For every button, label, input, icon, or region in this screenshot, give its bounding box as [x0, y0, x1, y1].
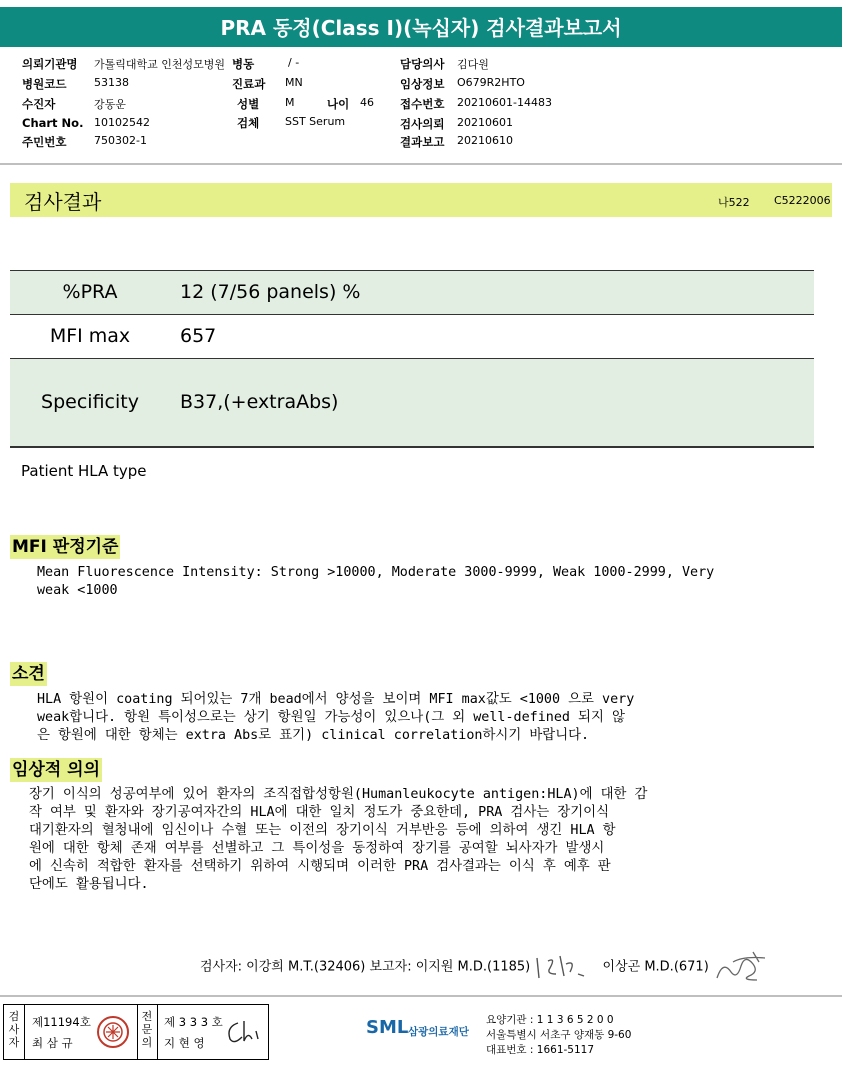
header-label: Chart No. [22, 116, 84, 130]
sex-value: M [285, 96, 295, 109]
reporter-signature-icon [534, 952, 598, 982]
header-label: 주민번호 [22, 135, 67, 149]
opinion-heading: 소견 [12, 664, 45, 684]
significance-heading: 임상적 의의 [12, 760, 101, 780]
table-rule [10, 446, 814, 448]
dept-label: 진료과 [232, 77, 266, 91]
row-value: B37,(+extraAbs) [180, 391, 339, 413]
header-value: 10102542 [94, 116, 150, 129]
header-value: O679R2HTO [457, 76, 525, 89]
age-label: 나이 [327, 97, 350, 111]
significance-line: 장기 이식의 성공여부에 있어 환자의 조직접합성항원(Humanleukocyte antigen:HLA)에 대한 감 [29, 787, 648, 802]
header-value: 가톨릭대학교 인천성모병원 [94, 58, 226, 71]
header-value: 750302-1 [94, 134, 147, 147]
significance-line: 대기환자의 혈청내에 임신이나 수혈 또는 이전의 장기이식 거부반응 등에 의하여 생긴 HLA 항 [29, 823, 616, 838]
opinion-line: HLA 항원이 coating 되어있는 7개 bead에서 양성을 보이며 MFI max값도 <1000 으로 very [37, 692, 635, 707]
dept-value: MN [285, 76, 303, 89]
significance-line: 작 여부 및 환자와 장기공여자간의 HLA에 대한 일치 정도가 중요한데, PRA 검사는 장기이식 [29, 805, 610, 820]
org-name: 삼광의료재단 [408, 1026, 469, 1038]
row-label: MFI max [49, 325, 131, 347]
header-value: 20210601-14483 [457, 96, 552, 109]
address-line: 서울특별시 서초구 양재동 9-60 [486, 1029, 632, 1041]
specimen-label: 검체 [237, 116, 260, 130]
ward-value: / - [288, 56, 300, 69]
row-label: %PRA [62, 281, 118, 303]
director-signature-icon [713, 950, 769, 984]
results-heading: 검사결과 [24, 190, 102, 214]
ward-label: 병동 [232, 57, 255, 71]
row-value: 657 [180, 325, 217, 347]
header-label: 검사의뢰 [400, 117, 445, 131]
row-value: 12 (7/56 panels) % [180, 281, 361, 303]
header-label: 담당의사 [400, 57, 445, 71]
cert-name: 최 삼 규 [32, 1036, 73, 1050]
table-row [10, 359, 814, 446]
header-divider [0, 163, 842, 165]
header-value: 김다원 [457, 58, 489, 71]
header-label: 병원코드 [22, 77, 67, 91]
hla-type-label: Patient HLA type [21, 462, 147, 480]
address-line: 요양기관 : 1 1 3 6 5 2 0 0 [486, 1014, 614, 1026]
signer-line [200, 950, 769, 984]
mfi-line: Mean Fluorescence Intensity: Strong >10000, Moderate 3000-9999, Weak 1000-2999, Very [37, 565, 715, 580]
table-row [10, 315, 814, 358]
cert-number: 제 3 3 3 호 [164, 1015, 223, 1029]
reporter-name: 보고자: 이지원 M.D.(1185) [369, 959, 531, 975]
cert-label: 전문의 [141, 1010, 153, 1049]
certification-box [3, 1004, 269, 1060]
specimen-value: SST Serum [285, 115, 346, 128]
significance-line: 단에도 활용됩니다. [29, 877, 149, 892]
header-label: 의뢰기관명 [22, 57, 78, 71]
header-label: 결과보고 [400, 135, 445, 149]
mfi-line: weak <1000 [37, 583, 118, 598]
director-name: 이상곤 M.D.(671) [602, 959, 709, 975]
results-code: 나522 [718, 196, 750, 209]
header-value: 20210610 [457, 134, 513, 147]
table-row [10, 271, 814, 314]
sml-logo: SML [366, 1017, 409, 1038]
header-label: 임상정보 [400, 77, 445, 91]
opinion-line: weak합니다. 항원 특이성으로는 상기 항원일 가능성이 있으나(그 외 well-defined 되지 않 [37, 710, 625, 725]
report-title: PRA 동정(Class I)(녹십자) 검사결과보고서 [0, 7, 842, 47]
header-value: 20210601 [457, 116, 513, 129]
results-band [10, 183, 832, 217]
age-value: 46 [360, 96, 374, 109]
tester-name: 검사자: 이강희 M.T.(32406) [200, 959, 366, 975]
header-value: 53138 [94, 76, 129, 89]
footer-divider [0, 995, 842, 997]
significance-line: 원에 대한 항체 존재 여부를 선별하고 그 특이성을 동정하여 장기를 공여할 뇌사자가 발생시 [29, 841, 605, 856]
significance-line: 에 신속히 적합한 환자를 선택하기 위하여 시행되며 이러한 PRA 검사결과는 이식 후 예후 판 [29, 859, 611, 874]
sex-label: 성별 [237, 97, 260, 111]
official-seal-icon [96, 1015, 130, 1049]
cert-label: 검사자 [8, 1010, 20, 1049]
header-label: 접수번호 [400, 97, 445, 111]
row-label: Specificity [41, 391, 139, 413]
opinion-line: 은 항원에 대한 항체는 extra Abs로 표기) clinical correlation하시기 바랍니다. [37, 728, 590, 743]
results-code: C5222006 [774, 194, 831, 207]
cert-number: 제11194호 [32, 1015, 91, 1029]
specialist-signature-icon [224, 1017, 264, 1047]
header-value: 강동운 [94, 98, 126, 111]
cert-name: 지 현 영 [164, 1036, 205, 1050]
mfi-heading: MFI 판정기준 [12, 537, 119, 557]
address-line: 대표번호 : 1661-5117 [486, 1044, 595, 1056]
header-label: 수진자 [22, 97, 56, 111]
